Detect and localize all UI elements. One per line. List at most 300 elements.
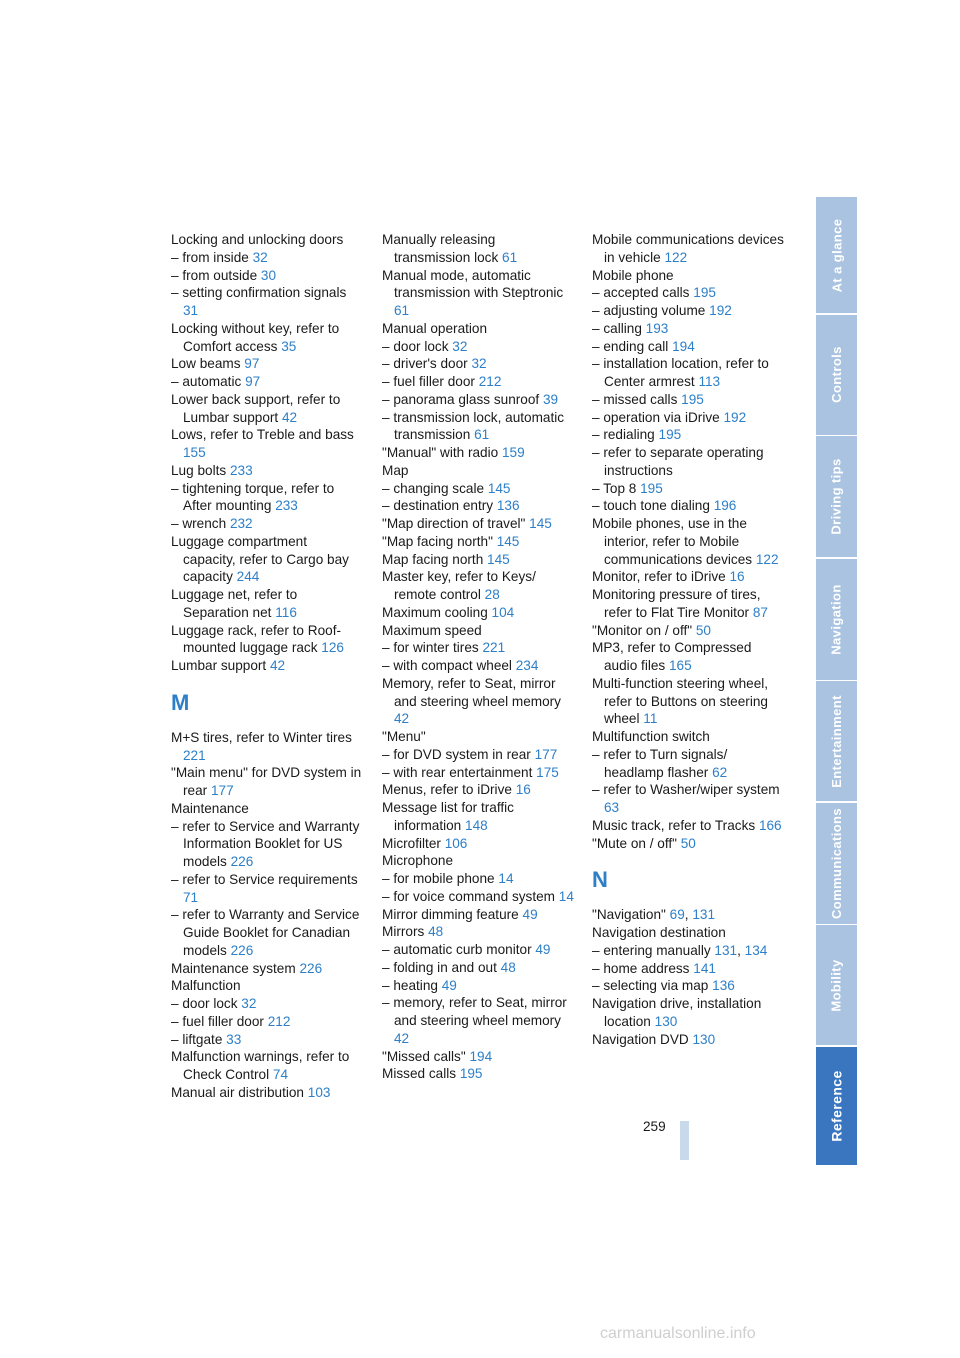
- page-ref-link[interactable]: 69: [669, 907, 685, 923]
- index-entry: [382, 1048, 574, 1066]
- index-entry: [171, 533, 363, 586]
- page-ref-link[interactable]: 134: [744, 942, 768, 958]
- index-entry-text: Lumbar support: [171, 658, 270, 673]
- page-ref-link[interactable]: 35: [281, 338, 297, 354]
- index-entry: [592, 639, 784, 675]
- index-entry: [171, 1048, 363, 1084]
- index-entry-text: Map: [382, 462, 409, 478]
- page-ref-link[interactable]: 131: [692, 907, 716, 923]
- index-entry: [382, 320, 574, 338]
- index-entry: [592, 568, 784, 586]
- page-ref-link[interactable]: 50: [695, 622, 711, 638]
- index-entry: [171, 622, 363, 658]
- index-entry: [382, 391, 574, 409]
- page-ref-link[interactable]: 42: [394, 711, 410, 727]
- index-entry: [171, 1031, 363, 1049]
- index-entry: [592, 480, 784, 498]
- index-entry-text: Maximum cooling: [382, 604, 492, 620]
- index-entry: [171, 249, 363, 267]
- index-entry: [171, 657, 363, 675]
- index-entry-text: – destination entry: [382, 498, 497, 514]
- page-ref-separator: ,: [737, 942, 745, 958]
- page-ref-link[interactable]: 106: [444, 835, 468, 851]
- page-ref-link[interactable]: 166: [758, 817, 782, 833]
- section-letter-m: M: [171, 689, 190, 715]
- index-entry-text: Malfunction: [171, 978, 241, 994]
- index-entry: [592, 728, 784, 746]
- index-entry: [592, 355, 784, 391]
- index-entry: [382, 852, 574, 870]
- index-entry: [171, 764, 363, 800]
- index-entry: [171, 818, 363, 871]
- page-ref-link[interactable]: 122: [664, 249, 688, 265]
- index-entry: [592, 320, 784, 338]
- page-ref-link[interactable]: 61: [474, 427, 490, 443]
- page-ref-link[interactable]: 192: [709, 303, 732, 318]
- index-entry: [171, 960, 363, 978]
- index-entry-text: M+S tires, refer to Winter tires: [171, 729, 352, 745]
- index-entry: [171, 355, 363, 373]
- index-entry-text: – touch tone dialing: [592, 498, 714, 514]
- index-entry-text: – entering manually: [592, 942, 715, 958]
- index-entry-text: – ending call: [592, 338, 673, 354]
- index-entry: [382, 409, 574, 445]
- index-entry-text: – driver's door: [382, 356, 472, 372]
- section-letter-n: N: [592, 867, 608, 893]
- page-ref-link[interactable]: 193: [645, 320, 669, 336]
- index-entry-text: Monitoring pressure of tires, refer to Flat Tire Monitor: [592, 587, 761, 620]
- index-entry: [592, 746, 784, 782]
- index-entry: [592, 1031, 784, 1049]
- index-entry: [382, 355, 574, 373]
- index-entry-text: – for mobile phone: [382, 871, 499, 886]
- tab-entertainment[interactable]: [816, 681, 857, 801]
- page-ref-link[interactable]: 195: [693, 285, 716, 301]
- index-entry-text: Maintenance system: [171, 960, 300, 976]
- index-entry: [592, 817, 784, 835]
- index-entry-text: Master key, refer to Keys/ remote control: [382, 569, 536, 602]
- index-entry: [171, 480, 363, 516]
- index-entry-text: "Monitor on / off": [592, 622, 696, 638]
- page-ref-link[interactable]: 14: [558, 888, 574, 904]
- index-entry: [592, 906, 784, 924]
- page-ref-link[interactable]: 212: [267, 1013, 291, 1029]
- page-ref-link[interactable]: 16: [515, 782, 531, 798]
- index-entry-text: "Menu": [382, 729, 426, 744]
- page-ref-link[interactable]: 195: [658, 427, 682, 443]
- page-ref-link[interactable]: 39: [542, 391, 559, 407]
- page-ref-link[interactable]: 194: [672, 338, 695, 354]
- page-ref-link[interactable]: 63: [604, 800, 620, 815]
- page-ref-link[interactable]: 136: [712, 978, 735, 994]
- index-entry-text: – setting confirmation signals: [171, 285, 347, 301]
- page-ref-link[interactable]: 42: [270, 658, 286, 673]
- page-ref-link[interactable]: 141: [693, 960, 716, 976]
- index-entry: [171, 462, 363, 480]
- index-entry: [171, 995, 363, 1013]
- index-entry-text: Maximum speed: [382, 622, 482, 638]
- page-ref-link[interactable]: 165: [669, 658, 692, 673]
- page-ref-link[interactable]: 49: [535, 942, 551, 957]
- index-entry: [171, 426, 363, 462]
- page-ref-link[interactable]: 103: [307, 1084, 331, 1100]
- index-entry-text: – refer to Service and Warranty Information Booklet for US models: [171, 818, 360, 869]
- index-entry: [382, 870, 574, 888]
- page-ref-link[interactable]: 62: [712, 764, 728, 780]
- index-entry: [382, 888, 574, 906]
- index-entry: [592, 515, 784, 568]
- index-entry: [382, 994, 574, 1047]
- index-entry-text: Navigation destination: [592, 925, 726, 940]
- page-ref-link[interactable]: 116: [275, 604, 297, 620]
- index-entry: [171, 284, 363, 320]
- page-ref-link[interactable]: 244: [236, 569, 260, 585]
- index-column-1: [171, 231, 363, 1102]
- index-entry-text: – heating: [382, 977, 442, 993]
- index-entry-text: Multifunction switch: [592, 729, 710, 744]
- index-entry: [382, 497, 574, 515]
- page-ref-link[interactable]: 32: [452, 338, 468, 354]
- index-entry-text: "Map facing north": [382, 533, 497, 549]
- index-entry-text: – refer to Service requirements: [171, 871, 358, 887]
- index-entry: [592, 391, 784, 409]
- page-ref-link[interactable]: 192: [723, 409, 747, 425]
- index-entry-text: – operation via iDrive: [592, 409, 724, 425]
- index-entry-text: – refer to Washer/wiper system: [592, 782, 780, 798]
- page-ref-link[interactable]: 11: [643, 711, 658, 727]
- tab-mobility[interactable]: [816, 925, 857, 1045]
- index-entry: [171, 1013, 363, 1031]
- index-entry: [171, 729, 363, 765]
- page-ref-link[interactable]: 71: [183, 889, 199, 905]
- index-entry-text: – missed calls: [592, 391, 682, 407]
- index-entry: [382, 462, 574, 480]
- index-entry: [171, 231, 363, 249]
- index-entry: [592, 960, 784, 978]
- index-entry-text: – transmission lock, automatic transmission: [382, 409, 565, 443]
- page-ref-link[interactable]: 195: [459, 1066, 483, 1082]
- index-entry-text: Navigation DVD: [592, 1031, 693, 1047]
- page-ref-link[interactable]: 177: [210, 783, 234, 798]
- index-entry-text: – refer to Warranty and Service Guide Booklet for Canadian models: [171, 907, 360, 958]
- page-ref-link[interactable]: 226: [230, 942, 254, 958]
- index-entry-text: "Navigation": [592, 907, 670, 923]
- index-entry-text: – installation location, refer to Center armrest: [592, 356, 769, 389]
- index-entry: [592, 267, 784, 285]
- index-entry-text: – calling: [592, 320, 646, 336]
- index-entry: [592, 409, 784, 427]
- index-entry: [382, 941, 574, 959]
- index-entry: [592, 497, 784, 515]
- index-entry-text: – redialing: [592, 427, 659, 443]
- index-entry-text: MP3, refer to Compressed audio files: [592, 640, 752, 673]
- index-entry: [171, 373, 363, 391]
- index-entry: [171, 1084, 363, 1102]
- page-ref-link[interactable]: 61: [394, 303, 410, 318]
- page-ref-link[interactable]: 155: [183, 445, 206, 460]
- tab-label: Communications: [829, 807, 844, 919]
- page-ref-link[interactable]: 74: [272, 1067, 289, 1082]
- page-ref-link[interactable]: 159: [501, 445, 525, 460]
- index-entry: [382, 835, 574, 853]
- tab-label: At a glance: [829, 218, 845, 292]
- page-ref-link[interactable]: 232: [229, 516, 253, 531]
- index-entry-text: – changing scale: [382, 480, 488, 496]
- index-entry-text: – with compact wheel: [382, 658, 516, 673]
- page-ref-link[interactable]: 33: [226, 1031, 242, 1047]
- index-entry: [171, 906, 363, 959]
- index-entry-text: Locking without key, refer to Comfort access: [171, 320, 340, 354]
- index-entry-text: – for voice command system: [382, 888, 559, 904]
- index-entry: [382, 657, 574, 675]
- index-entry: [382, 480, 574, 498]
- page-ref-link[interactable]: 32: [471, 356, 487, 372]
- index-entry: [171, 977, 363, 995]
- index-entry: [382, 639, 574, 657]
- index-entry-text: Mobile communications devices in vehicle: [592, 232, 784, 265]
- index-entry: [592, 622, 784, 640]
- page-ref-link[interactable]: 48: [500, 959, 516, 975]
- index-entry: [592, 302, 784, 320]
- page-ref-link[interactable]: 130: [692, 1031, 716, 1047]
- tab-controls[interactable]: [816, 315, 857, 435]
- index-entry: [171, 586, 363, 622]
- page-ref-link[interactable]: 97: [244, 356, 260, 372]
- index-entry-text: Luggage net, refer to Separation net: [171, 587, 298, 620]
- index-entry: [382, 906, 574, 924]
- index-entry: [382, 622, 574, 640]
- tab-at-a-glance[interactable]: [816, 197, 857, 313]
- index-entry: [592, 942, 784, 960]
- tab-label: Navigation: [829, 583, 844, 655]
- section-tabs: [816, 197, 857, 1160]
- page-ref-separator: ,: [684, 907, 693, 923]
- page-ref-link[interactable]: 30: [260, 267, 277, 283]
- index-entry-text: Luggage rack, refer to Roof-mounted luggage rack: [171, 622, 342, 656]
- index-entry-text: – automatic curb monitor: [382, 942, 536, 957]
- index-entry: [382, 373, 574, 391]
- page-ref-link[interactable]: 195: [681, 391, 704, 407]
- page-ref-link[interactable]: 145: [487, 480, 511, 496]
- index-entry: [382, 533, 574, 551]
- page-ref-link[interactable]: 226: [230, 854, 254, 869]
- index-entry: [382, 728, 574, 746]
- footer-watermark: carmanualsonline.info: [600, 1325, 756, 1342]
- index-entry-text: Manually releasing transmission lock: [382, 232, 503, 265]
- page-ref-link[interactable]: 145: [487, 551, 510, 567]
- index-entry-text: – Top 8: [592, 480, 641, 496]
- tab-label: Controls: [829, 346, 844, 403]
- index-entry-text: "Map direction of travel": [382, 516, 530, 531]
- page-ref-link[interactable]: 130: [654, 1013, 678, 1029]
- page-ref-link[interactable]: 42: [282, 409, 298, 425]
- index-entry-text: – from outside: [171, 267, 261, 283]
- index-entry: [592, 781, 784, 817]
- page-ref-link[interactable]: 31: [183, 303, 199, 318]
- page-ref-link[interactable]: 131: [714, 942, 738, 958]
- index-entry: [382, 923, 574, 941]
- page-ref-link[interactable]: 195: [640, 480, 663, 496]
- page-ref-link[interactable]: 145: [496, 533, 520, 549]
- index-entry-text: – selecting via map: [592, 978, 713, 994]
- index-entry-text: – folding in and out: [382, 959, 501, 975]
- tab-label: Reference: [828, 1069, 845, 1142]
- page-ref-link[interactable]: 61: [502, 249, 518, 265]
- page-ref-link[interactable]: 113: [698, 374, 721, 389]
- index-entry: [592, 675, 784, 728]
- index-entry-text: – from inside: [171, 249, 253, 265]
- index-entry-text: Microphone: [382, 853, 454, 869]
- tab-communications[interactable]: [816, 803, 857, 924]
- page-ref-link[interactable]: 104: [491, 604, 515, 620]
- page-ref-link[interactable]: 14: [498, 871, 514, 886]
- page-ref-link[interactable]: 233: [275, 498, 298, 514]
- index-entry: [171, 800, 363, 818]
- index-column-3: [592, 231, 784, 1048]
- page-ref-link[interactable]: 221: [482, 640, 506, 656]
- index-entry: [382, 746, 574, 764]
- tab-label: Driving tips: [829, 458, 844, 535]
- page-ref-link[interactable]: 97: [245, 374, 261, 389]
- index-entry: [171, 320, 363, 356]
- index-entry-text: Lower back support, refer to Lumbar support: [171, 391, 341, 425]
- page-ref-link[interactable]: 233: [229, 462, 253, 478]
- index-entry: [382, 959, 574, 977]
- index-entry: [592, 284, 784, 302]
- index-entry-text: Manual air distribution: [171, 1084, 308, 1100]
- index-entry-text: – memory, refer to Seat, mirror and steering wheel memory: [382, 995, 567, 1028]
- index-entry-text: – home address: [592, 960, 694, 976]
- page-ref-link[interactable]: 226: [299, 960, 323, 976]
- page-ref-link[interactable]: 136: [496, 498, 520, 514]
- index-entry-text: Mobile phone: [592, 267, 674, 283]
- page-ref-link[interactable]: 177: [534, 746, 558, 762]
- index-entry-text: – refer to Turn signals/ headlamp flasher: [592, 746, 728, 780]
- index-entry: [592, 977, 784, 995]
- index-entry: [382, 799, 574, 835]
- index-entry: [382, 781, 574, 799]
- index-entry-text: Map facing north: [382, 551, 488, 567]
- index-entry-text: Locking and unlocking doors: [171, 232, 344, 247]
- index-entry-text: – tightening torque, refer to After mounting: [171, 480, 335, 514]
- index-entry-text: Menus, refer to iDrive: [382, 782, 516, 798]
- page-ref-link[interactable]: 42: [394, 1030, 410, 1046]
- index-entry-text: Mirrors: [382, 924, 429, 940]
- index-entry: [382, 675, 574, 728]
- index-entry: [592, 924, 784, 942]
- index-entry-text: – for DVD system in rear: [382, 746, 535, 762]
- index-entry-text: Navigation drive, installation location: [592, 996, 762, 1029]
- index-entry-text: – door lock: [171, 996, 242, 1011]
- index-entry: [592, 338, 784, 356]
- index-entry: [171, 871, 363, 907]
- page-ref-link[interactable]: 196: [713, 498, 737, 514]
- index-entry-text: Music track, refer to Tracks: [592, 817, 759, 833]
- index-entry-text: – automatic: [171, 374, 246, 389]
- index-entry: [592, 231, 784, 267]
- page-ref-link[interactable]: 148: [465, 817, 488, 833]
- page-ref-link[interactable]: 32: [252, 249, 268, 265]
- index-entry-text: Luggage compartment capacity, refer to Cargo bay capacity: [171, 533, 349, 585]
- page-number: 259: [643, 1119, 666, 1134]
- index-entry: [382, 1065, 574, 1083]
- index-entry-text: – adjusting volume: [592, 303, 710, 318]
- index-entry-text: "Manual" with radio: [382, 445, 502, 460]
- page-ref-link[interactable]: 145: [529, 516, 552, 531]
- index-entry: [592, 995, 784, 1031]
- page-number-bar: [680, 1121, 689, 1160]
- index-entry: [382, 444, 574, 462]
- page-ref-link[interactable]: 49: [522, 906, 538, 922]
- index-entry-text: "Main menu" for DVD system in rear: [171, 765, 362, 798]
- tab-label: Entertainment: [829, 694, 845, 788]
- index-entry: [382, 568, 574, 604]
- index-entry: [382, 764, 574, 782]
- index-entry-text: – for winter tires: [382, 640, 483, 656]
- index-entry-text: Malfunction warnings, refer to Check Control: [171, 1049, 350, 1082]
- page-ref-link[interactable]: 32: [241, 996, 257, 1011]
- index-entry-text: "Mute on / off": [592, 835, 681, 851]
- tab-label: Mobility: [829, 958, 844, 1012]
- index-entry-text: – panorama glass sunroof: [382, 391, 543, 407]
- page-ref-link[interactable]: 16: [729, 569, 745, 585]
- page-ref-link[interactable]: 126: [321, 640, 344, 656]
- index-entry: [382, 267, 574, 320]
- tab-reference[interactable]: [816, 1047, 857, 1165]
- index-entry-text: Manual operation: [382, 320, 488, 336]
- page-ref-link[interactable]: 122: [755, 551, 779, 567]
- index-entry-text: – fuel filler door: [171, 1013, 268, 1029]
- page-ref-link[interactable]: 175: [536, 764, 559, 780]
- index-entry-text: – refer to separate operating instructions: [592, 445, 764, 478]
- index-entry-text: Mirror dimming feature: [382, 906, 523, 922]
- index-entry-text: – fuel filler door: [382, 374, 479, 389]
- index-entry: [382, 231, 574, 267]
- page-ref-link[interactable]: 28: [484, 587, 500, 602]
- index-entry: [171, 515, 363, 533]
- index-entry-text: – liftgate: [171, 1031, 227, 1047]
- index-entry: [592, 444, 784, 480]
- page-ref-link[interactable]: 212: [478, 374, 502, 389]
- index-entry-text: – wrench: [171, 516, 230, 531]
- page-ref-link[interactable]: 87: [752, 604, 768, 620]
- index-entry-text: Low beams: [171, 356, 245, 372]
- index-entry: [382, 977, 574, 995]
- page-ref-link[interactable]: 221: [183, 747, 206, 763]
- page-ref-link[interactable]: 50: [680, 835, 696, 851]
- index-entry: [592, 835, 784, 853]
- index-entry-text: – door lock: [382, 338, 453, 354]
- index-entry-text: Manual mode, automatic transmission with Steptronic: [382, 267, 564, 301]
- page-ref-link[interactable]: 194: [469, 1048, 493, 1064]
- index-entry: [171, 267, 363, 285]
- tab-navigation[interactable]: [816, 559, 857, 680]
- index-entry-text: Message list for traffic information: [382, 800, 514, 833]
- index-entry-text: Multi-function steering wheel, refer to Buttons on steering wheel: [592, 675, 769, 727]
- page-ref-link[interactable]: 48: [428, 924, 444, 940]
- index-entry: [382, 338, 574, 356]
- index-entry-text: Memory, refer to Seat, mirror and steering wheel memory: [382, 675, 561, 709]
- index-entry-text: Monitor, refer to iDrive: [592, 569, 730, 585]
- tab-driving-tips[interactable]: [816, 436, 857, 557]
- index-entry-text: – with rear entertainment: [382, 764, 537, 780]
- index-entry-text: Lug bolts: [171, 462, 230, 478]
- page-ref-link[interactable]: 49: [441, 977, 457, 993]
- index-entry-text: Mobile phones, use in the interior, refer to Mobile communications devices: [592, 516, 756, 567]
- page-ref-link[interactable]: 234: [515, 658, 539, 673]
- index-entry-text: Missed calls: [382, 1066, 460, 1082]
- index-column-2: [382, 231, 574, 1083]
